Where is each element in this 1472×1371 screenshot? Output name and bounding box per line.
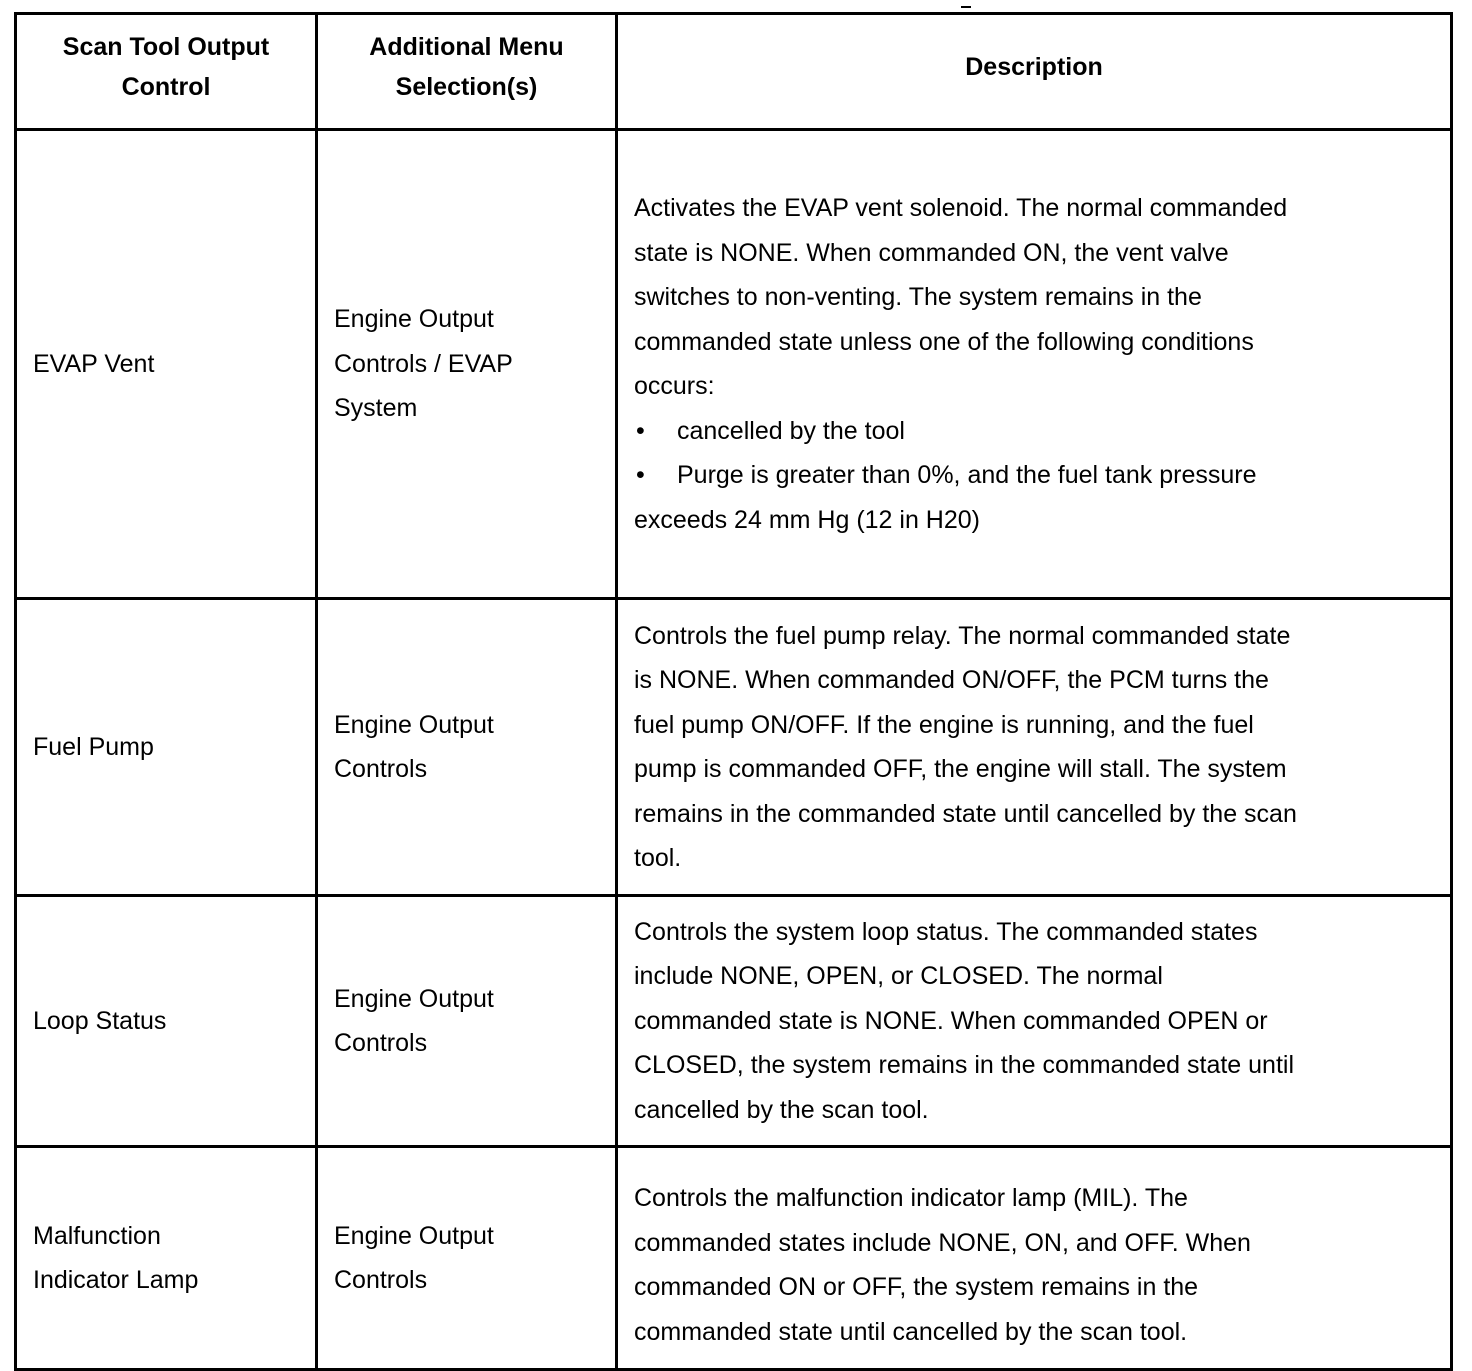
menu-text: Engine Output [334,984,494,1013]
description-line: commanded ON or OFF, the system remains in the [634,1273,1199,1301]
table-row [16,130,1452,599]
menu-text: Engine Output [334,710,494,739]
header-text: Control [121,72,211,101]
description-line: tool. [634,844,682,872]
description-line: remains in the commanded state until cancelled by the scan [634,799,1297,828]
control-name: Indicator Lamp [33,1266,199,1294]
header-text: Scan Tool Output [62,32,270,61]
table-row [16,599,1452,896]
menu-text: Engine Output [334,1221,494,1250]
bullet-text: Purge is greater than 0%, and the fuel tank pressure [677,461,1257,489]
header-scan-tool-output-control [16,14,317,130]
header-description: Description [617,14,1452,130]
bullet-icon: • [636,461,645,489]
header-text: Additional Menu [369,32,564,61]
bullet-item [634,453,1434,498]
menu-text: Controls [334,1266,428,1294]
table-row [16,1147,1452,1370]
description-cell [617,599,1452,896]
description-cell [617,130,1452,599]
description-line: include NONE, OPEN, or CLOSED. The normal [634,962,1163,991]
menu-cell [317,130,617,599]
description-line: pump is commanded OFF, the engine will stall. The system [634,755,1287,783]
page-mark [961,6,971,8]
menu-text: Controls [334,755,428,783]
description-cell [617,1147,1452,1370]
description-line: Activates the EVAP vent solenoid. The normal commanded [634,194,1288,222]
description-line: commanded state unless one of the following conditions [634,327,1254,356]
bullet-text: cancelled by the tool [677,416,905,445]
description-line: fuel pump ON/OFF. If the engine is running, and the fuel [634,710,1254,739]
control-cell [16,1147,317,1370]
header-row [16,14,1452,130]
description-line: Controls the system loop status. The commanded states [634,917,1258,946]
description-line: occurs: [634,372,715,400]
description-line: Controls the fuel pump relay. The normal commanded state [634,621,1291,650]
menu-cell [317,1147,617,1370]
description-line: commanded state is NONE. When commanded OPEN or [634,1006,1268,1035]
header-additional-menu-selections [317,14,617,130]
control-name: Loop Status [33,1006,167,1035]
bullet-item [634,409,1434,454]
control-cell [16,896,317,1147]
header-text: Selection(s) [395,72,538,101]
description-line: commanded state until cancelled by the scan tool. [634,1317,1188,1346]
control-cell [16,130,317,599]
control-name: Fuel Pump [33,732,154,761]
description-cell [617,896,1452,1147]
description-line: commanded states include NONE, ON, and OFF. When [634,1228,1251,1257]
description-line: switches to non-venting. The system remains in the [634,283,1202,311]
menu-text: Engine Output [334,305,494,334]
control-name: EVAP Vent [33,349,155,378]
menu-text: System [334,394,418,423]
menu-text: Controls [334,1029,428,1057]
bullet-icon: • [636,416,645,445]
description-line: state is NONE. When commanded ON, the vent valve [634,238,1229,267]
menu-cell [317,599,617,896]
output-controls-table [14,12,1453,1371]
description-line: exceeds 24 mm Hg (12 in H20) [634,505,980,534]
menu-text: Controls / EVAP [334,349,513,378]
control-cell [16,599,317,896]
description-line: CLOSED, the system remains in the commanded state until [634,1051,1295,1080]
description-line: is NONE. When commanded ON/OFF, the PCM turns the [634,666,1269,694]
menu-cell [317,896,617,1147]
table-row [16,896,1452,1147]
control-name: Malfunction [33,1221,161,1250]
description-line: cancelled by the scan tool. [634,1095,929,1124]
description-line: Controls the malfunction indicator lamp (MIL). The [634,1184,1188,1212]
